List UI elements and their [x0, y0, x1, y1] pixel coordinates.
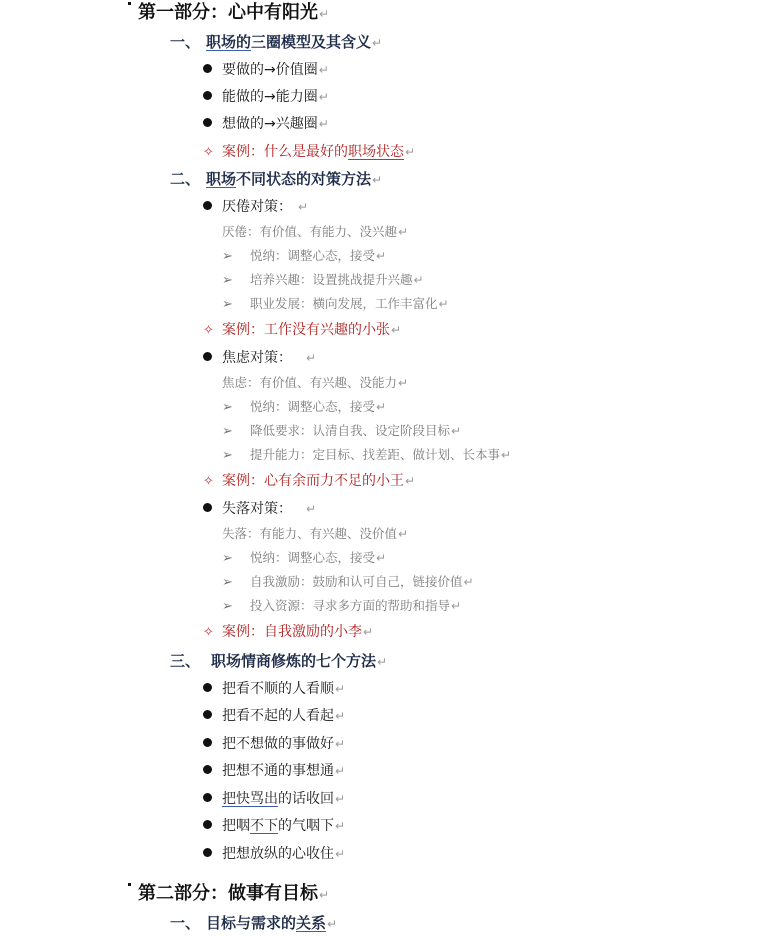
- paragraph-mark-icon: ↵: [335, 682, 346, 696]
- sub-item-text: 提升能力：定目标、找差距、做计划、长本事: [250, 447, 501, 462]
- paragraph-mark-icon: ↵: [335, 764, 346, 778]
- list-item: [203, 737, 345, 751]
- bullet-icon: [203, 738, 212, 747]
- paragraph-mark-icon: ↵: [405, 474, 416, 488]
- paragraph-mark-icon: ↵: [377, 655, 388, 669]
- list-item: [203, 63, 329, 77]
- description-text: 焦虑：有价值、有兴趣、没能力: [222, 375, 398, 390]
- sub-item: [222, 576, 474, 589]
- list-item-text: 把看不起的人看起: [222, 708, 334, 724]
- sub-item-text: 培养兴趣：设置挑战提升兴趣: [250, 272, 413, 287]
- strategy-item: [203, 502, 316, 516]
- sub-item: [222, 298, 449, 311]
- list-item: [203, 682, 345, 696]
- sub-item-text: 职业发展：横向发展，工作丰富化: [250, 296, 438, 311]
- section-title-part-b: 关系: [296, 914, 327, 932]
- paragraph-mark-icon: ↵: [319, 888, 330, 902]
- description-text: 失落：有能力、有兴趣、没价值: [222, 526, 398, 541]
- case-text: 案例：心有余而力不足的小王: [222, 473, 404, 489]
- paragraph-mark-icon: ↵: [376, 400, 387, 414]
- bullet-icon: [203, 683, 212, 692]
- paragraph-mark-icon: ↵: [501, 448, 512, 462]
- state-description: [222, 528, 408, 541]
- part2-section-heading-1: [170, 916, 337, 931]
- case-text: 案例：工作没有兴趣的小张: [222, 322, 390, 338]
- diamond-star-icon: ✧: [203, 625, 214, 640]
- section-heading-1: [170, 35, 382, 50]
- strategy-label: 厌倦对策：: [222, 199, 292, 215]
- paragraph-mark-icon: ↵: [335, 819, 346, 833]
- arrow-icon: ➢: [222, 599, 233, 614]
- paragraph-mark-icon: ↵: [318, 117, 329, 131]
- paragraph-mark-icon: ↵: [372, 173, 383, 187]
- list-item-text: 把想放纵的心收住: [222, 846, 334, 862]
- section-title-part-b: 不同状态的对策方法: [236, 170, 372, 188]
- case-item: [203, 145, 415, 159]
- part2-heading: [130, 885, 329, 903]
- list-item-text: 的话收回: [278, 791, 334, 807]
- paragraph-mark-icon: ↵: [463, 575, 474, 589]
- bullet-icon: [203, 765, 212, 774]
- list-item-text: 要做的→价值圈: [222, 62, 318, 78]
- paragraph-mark-icon: ↵: [398, 376, 409, 390]
- paragraph-mark-icon: ↵: [318, 63, 329, 77]
- sub-item: [222, 425, 461, 438]
- arrow-icon: ➢: [222, 424, 233, 439]
- list-item-text: 的气咽下: [278, 818, 334, 834]
- list-item: [203, 117, 329, 131]
- bullet-icon: [203, 503, 212, 512]
- list-item-text: 把不想做的事做好: [222, 736, 334, 752]
- paragraph-mark-icon: ↵: [405, 145, 416, 159]
- paragraph-mark-icon: ↵: [306, 351, 317, 365]
- list-item: [203, 819, 345, 833]
- heading-marker: [128, 2, 131, 5]
- arrow-icon: ➢: [222, 551, 233, 566]
- list-item: [203, 764, 345, 778]
- list-item: [203, 847, 345, 861]
- arrow-icon: ➢: [222, 400, 233, 415]
- sub-item: [222, 401, 386, 414]
- sub-item-text: 悦纳：调整心态，接受: [250, 550, 376, 565]
- section-title-part-b: 三圈模型及其含义: [251, 33, 372, 51]
- list-item-text: 把咽: [222, 818, 250, 834]
- sub-item: [222, 552, 386, 565]
- section-title-part-a: 职场的: [206, 33, 252, 51]
- sub-item: [222, 449, 511, 462]
- section-number: 二、: [170, 170, 201, 188]
- sub-item-text: 悦纳：调整心态，接受: [250, 399, 376, 414]
- diamond-star-icon: ✧: [203, 474, 214, 489]
- case-underlined-text: 职场状态: [348, 144, 404, 160]
- strategy-item: [203, 200, 308, 214]
- section-number: 一、: [170, 914, 201, 932]
- section-number: 三、: [170, 652, 201, 670]
- diamond-star-icon: ✧: [203, 145, 214, 160]
- paragraph-mark-icon: ↵: [335, 792, 346, 806]
- list-item: [203, 792, 345, 806]
- heading-marker: [128, 883, 131, 886]
- sub-item: [222, 600, 461, 613]
- state-description: [222, 377, 408, 390]
- section-title-part-a: 目标与需求的: [206, 914, 297, 932]
- list-item-text: 想做的→兴趣圈: [222, 116, 318, 132]
- paragraph-mark-icon: ↵: [363, 625, 374, 639]
- paragraph-mark-icon: ↵: [376, 551, 387, 565]
- list-item: [203, 709, 345, 723]
- bullet-icon: [203, 710, 212, 719]
- description-text: 厌倦：有价值、有能力、没兴趣: [222, 224, 398, 239]
- case-item: [203, 323, 401, 337]
- case-item: [203, 474, 415, 488]
- part1-heading: [130, 4, 329, 22]
- paragraph-mark-icon: ↵: [391, 323, 402, 337]
- arrow-icon: ➢: [222, 575, 233, 590]
- list-item: [203, 90, 329, 104]
- state-description: [222, 226, 408, 239]
- section-title-part-a: 职场: [206, 170, 237, 188]
- paragraph-mark-icon: ↵: [413, 273, 424, 287]
- paragraph-mark-icon: ↵: [398, 527, 409, 541]
- strategy-label: 焦虑对策：: [222, 350, 292, 366]
- strategy-item: [203, 351, 316, 365]
- bullet-icon: [203, 820, 212, 829]
- section-number: 一、: [170, 33, 201, 51]
- list-item-text: 把想不通的事想通: [222, 763, 334, 779]
- paragraph-mark-icon: ↵: [318, 90, 329, 104]
- case-text: 案例：自我激励的小李: [222, 624, 362, 640]
- sub-item-text: 投入资源：寻求多方面的帮助和指导: [250, 598, 451, 613]
- bullet-icon: [203, 793, 212, 802]
- list-item-text: 能做的→能力圈: [222, 89, 318, 105]
- paragraph-mark-icon: ↵: [306, 502, 317, 516]
- bullet-icon: [203, 201, 212, 210]
- sub-item-text: 降低要求：认清自我、设定阶段目标: [250, 423, 451, 438]
- case-text: 案例：什么是最好的: [222, 144, 348, 160]
- arrow-icon: ➢: [222, 249, 233, 264]
- sub-item-text: 自我激励：鼓励和认可自己，链接价值: [250, 574, 463, 589]
- bullet-icon: [203, 91, 212, 100]
- bullet-icon: [203, 118, 212, 127]
- list-item-underlined-text: 不下: [250, 818, 278, 834]
- paragraph-mark-icon: ↵: [372, 36, 383, 50]
- paragraph-mark-icon: ↵: [319, 7, 330, 21]
- paragraph-mark-icon: ↵: [438, 297, 449, 311]
- paragraph-mark-icon: ↵: [398, 225, 409, 239]
- paragraph-mark-icon: ↵: [335, 847, 346, 861]
- paragraph-mark-icon: ↵: [327, 917, 338, 931]
- arrow-icon: ➢: [222, 448, 233, 463]
- paragraph-mark-icon: ↵: [335, 737, 346, 751]
- paragraph-mark-icon: ↵: [451, 599, 462, 613]
- sub-item: [222, 274, 424, 287]
- paragraph-mark-icon: ↵: [298, 200, 309, 214]
- sub-item-text: 悦纳：调整心态，接受: [250, 248, 376, 263]
- list-item-underlined-text: 把快骂出: [222, 791, 278, 807]
- bullet-icon: [203, 848, 212, 857]
- paragraph-mark-icon: ↵: [335, 709, 346, 723]
- sub-item: [222, 250, 386, 263]
- section-title: 职场情商修炼的七个方法: [211, 652, 377, 670]
- section-heading-3: [170, 654, 387, 669]
- bullet-icon: [203, 352, 212, 361]
- bullet-icon: [203, 64, 212, 73]
- paragraph-mark-icon: ↵: [451, 424, 462, 438]
- section-heading-2: [170, 172, 382, 187]
- diamond-star-icon: ✧: [203, 323, 214, 338]
- strategy-label: 失落对策：: [222, 501, 292, 517]
- part1-title: 第一部分：心中有阳光: [138, 2, 318, 23]
- case-item: [203, 625, 373, 639]
- list-item-text: 把看不顺的人看顺: [222, 681, 334, 697]
- part2-title: 第二部分：做事有目标: [138, 883, 318, 904]
- arrow-icon: ➢: [222, 297, 233, 312]
- arrow-icon: ➢: [222, 273, 233, 288]
- paragraph-mark-icon: ↵: [376, 249, 387, 263]
